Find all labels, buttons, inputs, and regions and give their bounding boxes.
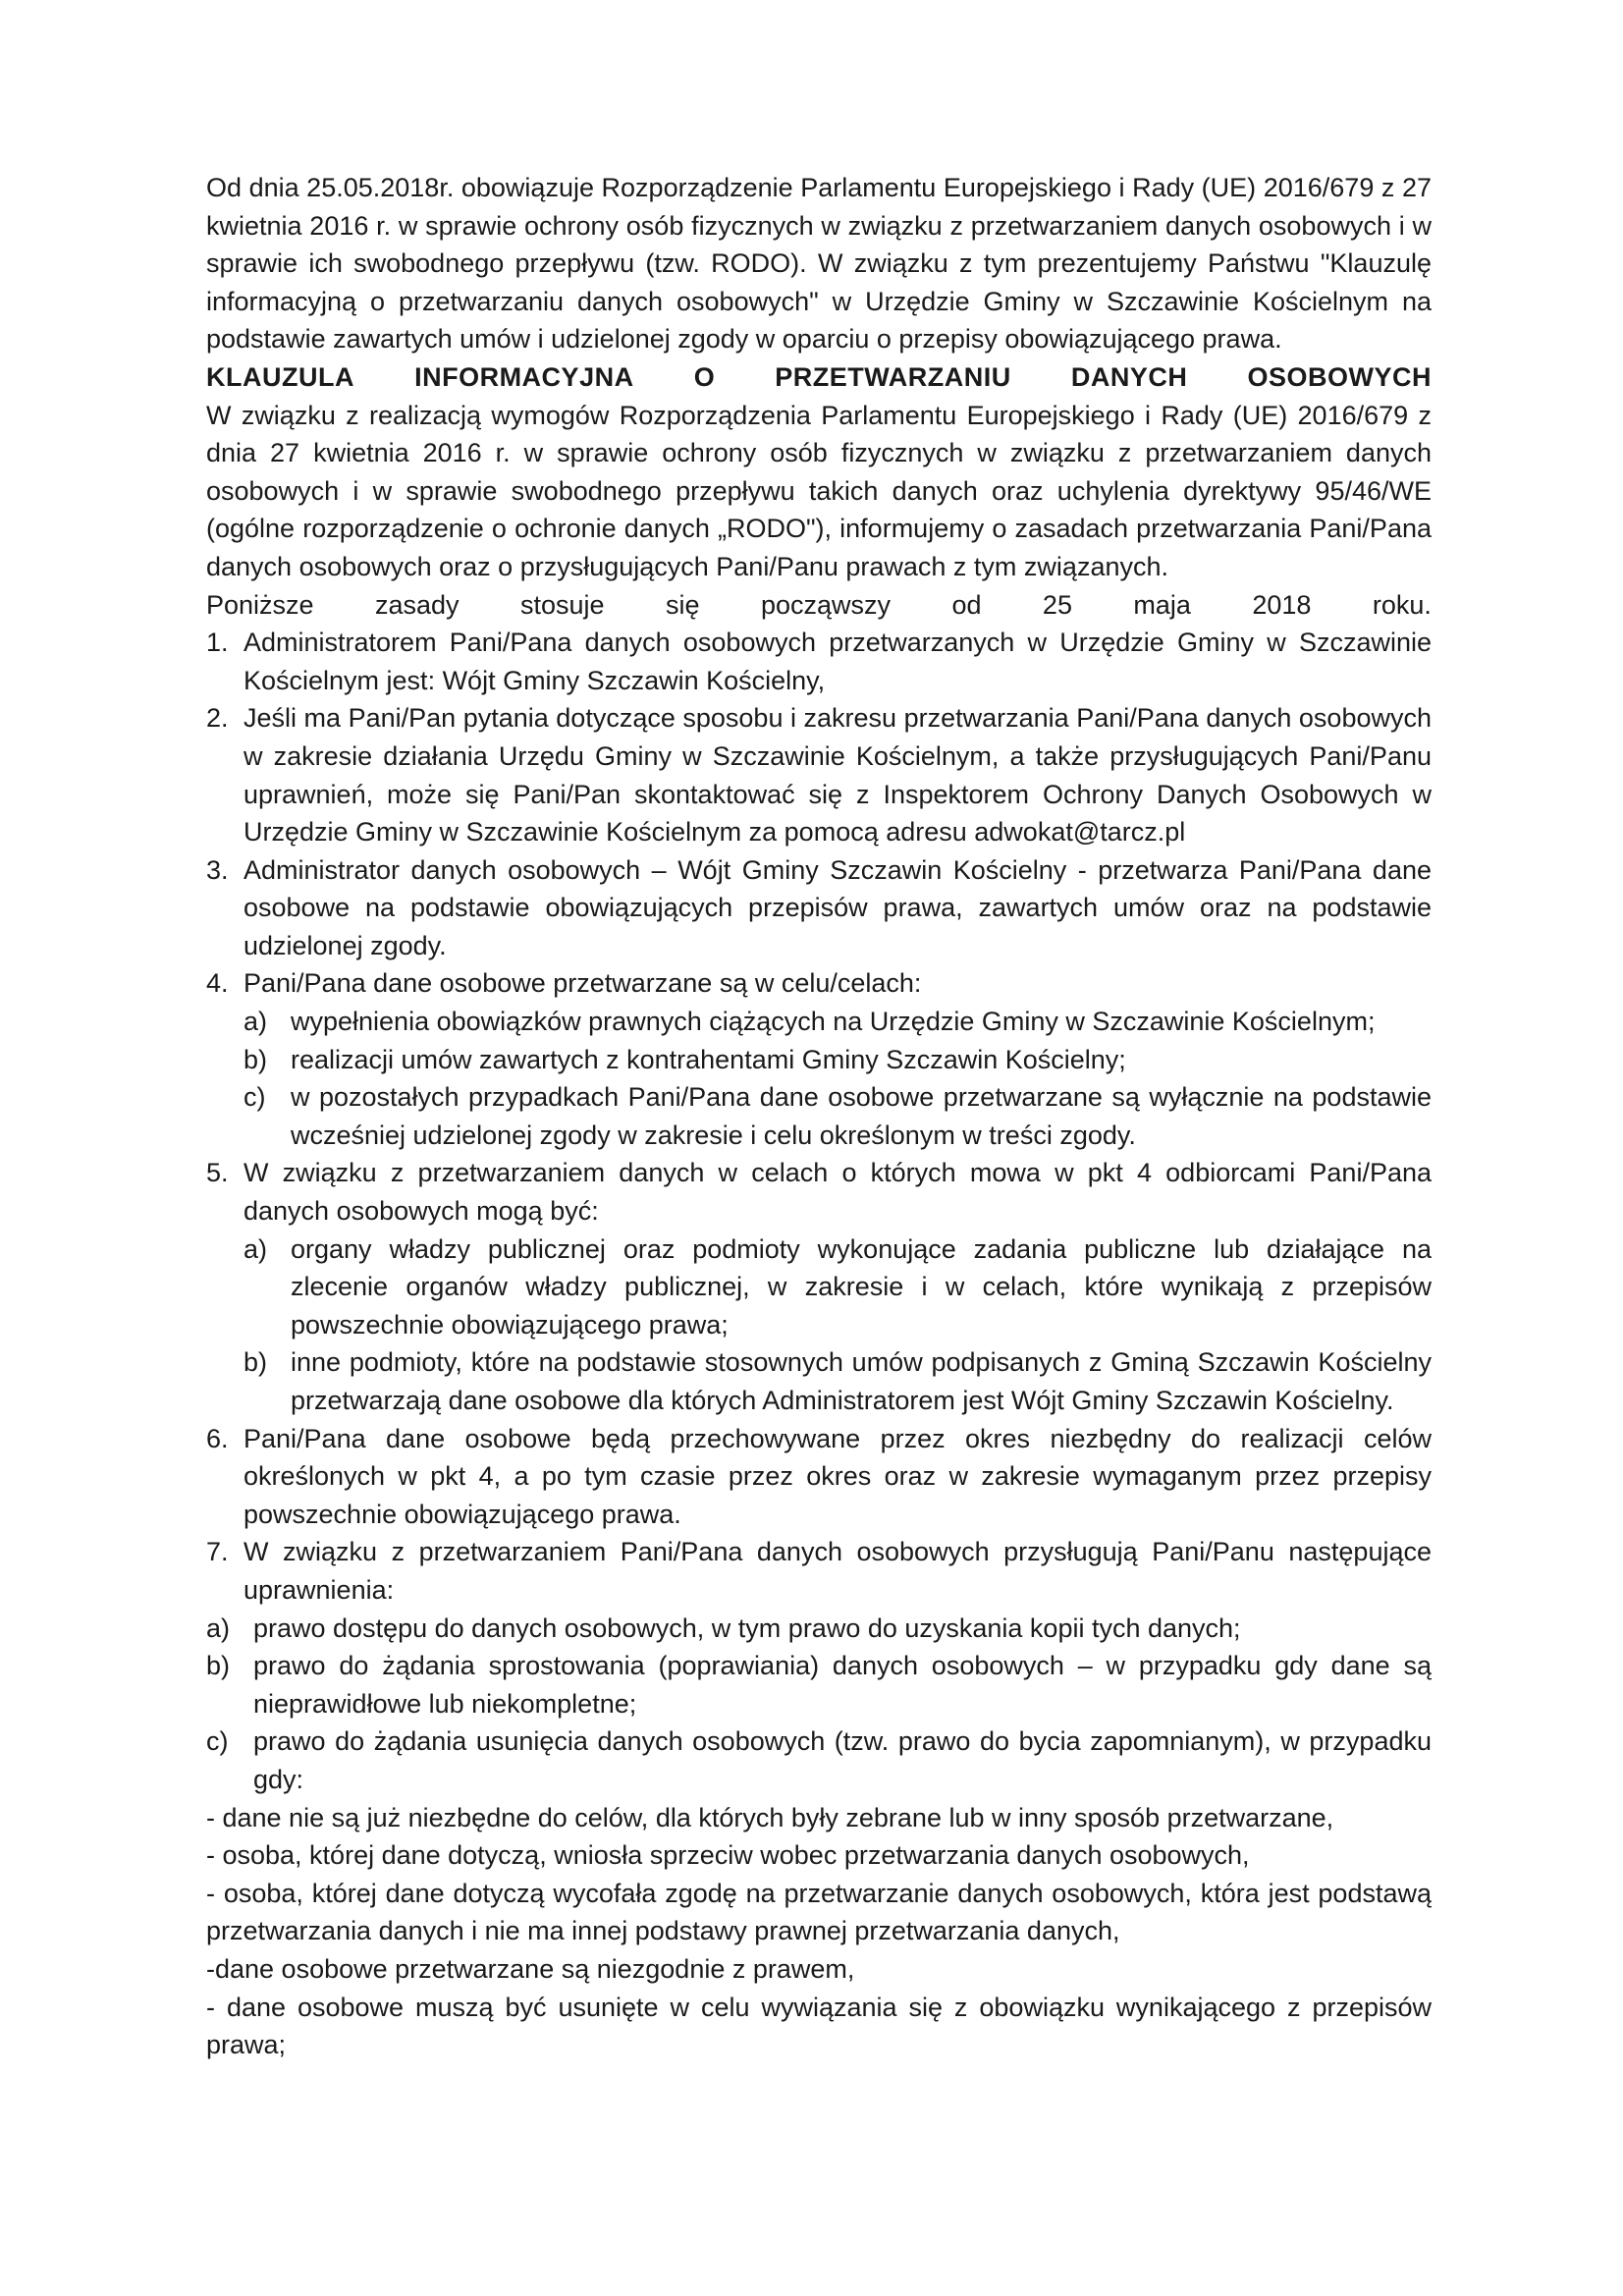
preamble-word: począwszy xyxy=(760,589,891,620)
item-number: 6. xyxy=(206,1423,229,1453)
item-number: 7. xyxy=(206,1537,229,1567)
sub-item xyxy=(243,1003,1432,1041)
dash-item: - dane nie są już niezbędne do celów, dla których były zebrane lub w inny sposób przetwarzane, xyxy=(206,1802,1334,1832)
sub-item xyxy=(243,1078,1432,1154)
item-text: W związku z przetwarzaniem Pani/Pana danych osobowych przysługują Pani/Panu następujące uprawnienia: xyxy=(243,1537,1432,1605)
item-text: Pani/Pana dane osobowe będą przechowywane przez okres niezbędny do realizacji celów określonych w pkt 4, a po tym czasie przez okres oraz w zakresie wymaganym przez przepisy powszechnie obowiązującego prawa. xyxy=(243,1423,1432,1529)
preamble-word: maja xyxy=(1133,589,1191,620)
item-text: Administrator danych osobowych – Wójt Gminy Szczawin Kościelny - przetwarza Pani/Pana dane osobowe na podstawie obowiązujących przepisów prawa, zawartych umów oraz na podstawie udzielonej zgody. xyxy=(243,854,1432,960)
right-item xyxy=(206,1610,1432,1648)
sub-item-text: organy władzy publicznej oraz podmioty wykonujące zadania publiczne lub działające na zlecenie organów władzy publicznej, w zakresie i w celach, które wynikają z przepisów powszechnie obowiązującego prawa; xyxy=(291,1233,1432,1339)
preamble-word: Poniższe xyxy=(206,589,314,620)
preamble-word: stosuje xyxy=(520,589,605,620)
title-word: O xyxy=(693,361,716,392)
numbered-item xyxy=(206,699,1432,850)
sub-item-letter: b) xyxy=(243,1347,268,1378)
item-text: Jeśli ma Pani/Pan pytania dotyczące sposobu i zakresu przetwarzania Pani/Pana danych osobowych w zakresie działania Urzędu Gminy w Szczawinie Kościelnym, a także przysługujących Pani/Panu uprawnień, może się Pani/Pan skontaktować się z Inspektorem Ochrony Danych Osobowych w Urzędzie Gminy w Szczawinie Kościelnym za pomocą adresu adwokat@tarcz.pl xyxy=(243,703,1432,847)
item-text: Pani/Pana dane osobowe przetwarzane są w celu/celach: xyxy=(243,968,922,999)
title-word: PRZETWARZANIU xyxy=(775,361,1011,392)
document-page xyxy=(206,169,1432,2064)
item-number: 4. xyxy=(206,968,229,999)
item-text: Administratorem Pani/Pana danych osobowych przetwarzanych w Urzędzie Gminy w Szczawinie Kościelnym jest: Wójt Gminy Szczawin Kościelny, xyxy=(243,628,1432,695)
title-word: DANYCH xyxy=(1070,361,1188,392)
right-letter: b) xyxy=(206,1651,231,1681)
preamble-word: zasady xyxy=(375,589,460,620)
sub-item-text: realizacji umów zawartych z kontrahentami Gminy Szczawin Kościelny; xyxy=(291,1044,1126,1074)
clause-title xyxy=(206,358,1432,397)
right-text: prawo do żądania usunięcia danych osobowych (tzw. prawo do bycia zapomnianym), w przypadku gdy: xyxy=(253,1726,1432,1794)
sub-item-letter: c) xyxy=(243,1082,266,1113)
sub-item-letter: a) xyxy=(243,1233,268,1264)
sub-item-letter: b) xyxy=(243,1044,268,1074)
item-number: 1. xyxy=(206,628,229,658)
numbered-item xyxy=(206,1154,1432,1230)
sub-item-text: w pozostałych przypadkach Pani/Pana dane osobowe przetwarzane są wyłącznie na podstawie wcześniej udzielonej zgody w zakresie i celu określonym w treści zgody. xyxy=(291,1082,1432,1150)
right-item xyxy=(206,1647,1432,1722)
numbered-item xyxy=(206,1533,1432,1609)
numbered-item xyxy=(206,851,1432,965)
preamble-last-line xyxy=(206,586,1432,625)
right-letter: a) xyxy=(206,1613,231,1643)
dash-item: - osoba, której dane dotyczą, wniosła sprzeciw wobec przetwarzania danych osobowych, xyxy=(206,1840,1250,1871)
title-word: INFORMACYJNA xyxy=(414,361,634,392)
right-item xyxy=(206,1722,1432,1798)
item-text: W związku z przetwarzaniem danych w celach o których mowa w pkt 4 odbiorcami Pani/Pana danych osobowych mogą być: xyxy=(243,1158,1432,1227)
numbered-item xyxy=(206,624,1432,699)
sub-item xyxy=(243,1343,1432,1419)
item-number: 5. xyxy=(206,1158,229,1188)
dash-item: -dane osobowe przetwarzane są niezgodnie z prawem, xyxy=(206,1953,855,1984)
sub-item-text: inne podmioty, które na podstawie stosownych umów podpisanych z Gminą Szczawin Kościelny przetwarzają dane osobowe dla których Administratorem jest Wójt Gminy Szczawin Kościelny. xyxy=(291,1347,1432,1415)
preamble-word: 2018 xyxy=(1252,589,1312,620)
item-number: 2. xyxy=(206,703,229,734)
sub-item-letter: a) xyxy=(243,1007,268,1037)
right-text: prawo do żądania sprostowania (poprawiania) danych osobowych – w przypadku gdy dane są nieprawidłowe lub niekompletne; xyxy=(253,1651,1432,1719)
title-word: KLAUZULA xyxy=(206,361,354,392)
dash-item: - osoba, której dane dotyczą wycofała zgodę na przetwarzanie danych osobowych, która jest podstawą przetwarzania danych i nie ma innej podstawy prawnej przetwarzania danych, xyxy=(206,1878,1432,1946)
preamble-paragraph: W związku z realizacją wymogów Rozporządzenia Parlamentu Europejskiego i Rady (UE) 2016/679 z dnia 27 kwietnia 2016 r. w sprawie ochrony osób fizycznych w związku z przetwarzaniem danych osobowych i w sprawie swobodnego przepływu takich danych oraz uchylenia dyrektywy 95/46/WE (ogólne rozporządzenie o ochronie danych „RODO"), informujemy o zasadach przetwarzania Pani/Pana danych osobowych oraz o przysługujących Pani/Panu prawach z tym związanych. xyxy=(206,400,1432,581)
preamble-word: 25 xyxy=(1042,589,1072,620)
right-text: prawo dostępu do danych osobowych, w tym prawo do uzyskania kopii tych danych; xyxy=(253,1613,1241,1643)
item-number: 3. xyxy=(206,854,229,885)
sub-item-text: wypełnienia obowiązków prawnych ciążących na Urzędzie Gminy w Szczawinie Kościelnym; xyxy=(291,1007,1376,1037)
title-word: OSOBOWYCH xyxy=(1247,361,1432,392)
sub-item xyxy=(243,1041,1432,1079)
right-letter: c) xyxy=(206,1726,229,1757)
dash-item: - dane osobowe muszą być usunięte w celu wywiązania się z obowiązku wynikającego z przepisów prawa; xyxy=(206,1992,1432,2060)
preamble-word: od xyxy=(951,589,982,620)
sub-item xyxy=(243,1230,1432,1344)
preamble-word: się xyxy=(666,589,700,620)
preamble-word: roku. xyxy=(1372,589,1432,620)
intro-paragraph: Od dnia 25.05.2018r. obowiązuje Rozporządzenie Parlamentu Europejskiego i Rady (UE) 2016/679 z 27 kwietnia 2016 r. w sprawie ochrony osób fizycznych w związku z przetwarzaniem danych osobowych i w sprawie ich swobodnego przepływu (tzw. RODO). W związku z tym prezentujemy Państwu "Klauzulę informacyjną o przetwarzaniu danych osobowych" w Urzędzie Gminy w Szczawinie Kościelnym na podstawie zawartych umów i udzielonej zgody w oparciu o przepisy obowiązującego prawa. xyxy=(206,173,1432,355)
numbered-item xyxy=(206,1420,1432,1534)
numbered-item xyxy=(206,964,1432,1003)
